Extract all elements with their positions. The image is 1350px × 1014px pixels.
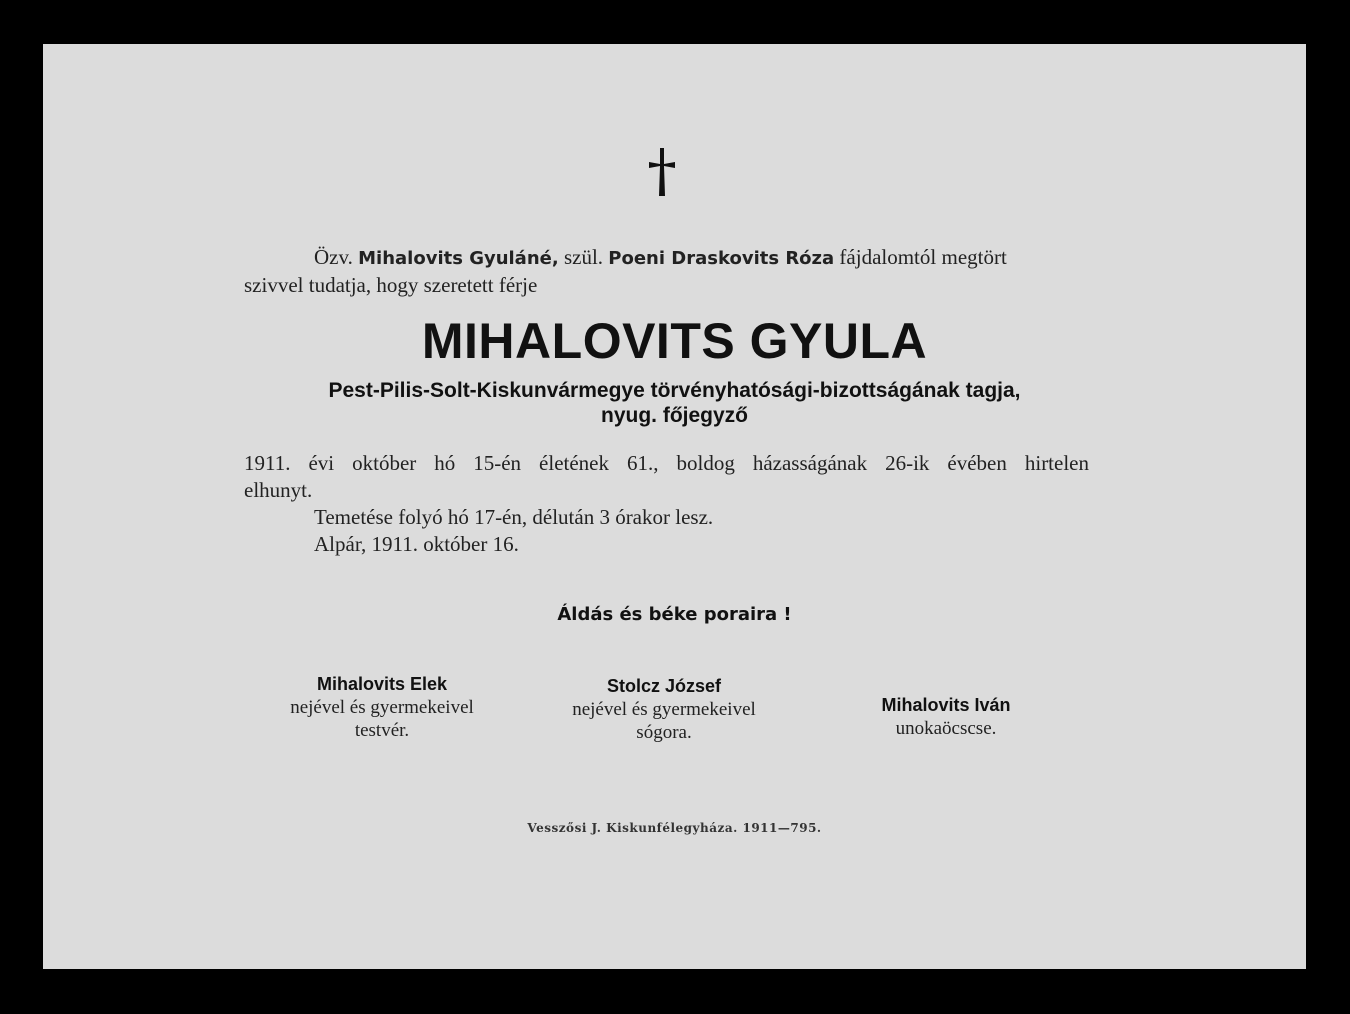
signer-relation: unokaöcscse. [895, 718, 997, 739]
intro-line-1 [244, 244, 1089, 272]
death-line-2: elhunyt. [244, 478, 313, 502]
obituary-card [43, 44, 1306, 969]
signer-1 [242, 673, 522, 742]
announcement-body [244, 450, 1089, 558]
signer-relation: testvér. [354, 720, 410, 741]
signer-name: Mihalovits Elek [316, 674, 448, 694]
szul-abbrev: szül. [563, 245, 604, 269]
blessing-line: Áldás és béke poraira ! [557, 604, 792, 625]
intro-paragraph [244, 244, 1089, 299]
intro-line-2: szivvel tudatja, hogy szeretett férje [244, 273, 538, 297]
signer-relation: sógora. [636, 722, 692, 743]
place-date-line: Alpár, 1911. október 16. [314, 532, 519, 556]
signer-3 [806, 694, 1086, 740]
deceased-name: MIHALOVITS GYULA [421, 313, 928, 369]
funeral-line: Temetése folyó hó 17-én, délután 3 órakor lesz. [314, 505, 714, 529]
deceased-role [43, 378, 1306, 428]
signer-name: Mihalovits Iván [881, 695, 1011, 715]
signer-2 [524, 675, 804, 744]
signer-line: nejével és gyermekeivel [572, 699, 756, 720]
signer-name: Stolcz József [606, 676, 722, 696]
intro-line-1-end: fájdalomtól megtört [839, 245, 1007, 269]
signer-line: nejével és gyermekeivel [290, 697, 474, 718]
role-line-2: nyug. főjegyző [601, 404, 748, 427]
ozv-abbrev: Özv. [314, 245, 353, 269]
death-line-1: 1911. évi október hó 15-én életének 61., boldog házasságának 26-ik évében hirtelen [244, 451, 1089, 475]
widow-name: Mihalovits Gyuláné, [358, 248, 559, 269]
maiden-name: Poeni Draskovits Róza [608, 248, 835, 269]
role-line-1: Pest-Pilis-Solt-Kiskunvármegye törvényhatósági-bizottságának tagja, [328, 379, 1021, 402]
printer-imprint: Vesszősi J. Kiskunfélegyháza. 1911—795. [527, 821, 822, 835]
cross-icon [649, 148, 675, 198]
